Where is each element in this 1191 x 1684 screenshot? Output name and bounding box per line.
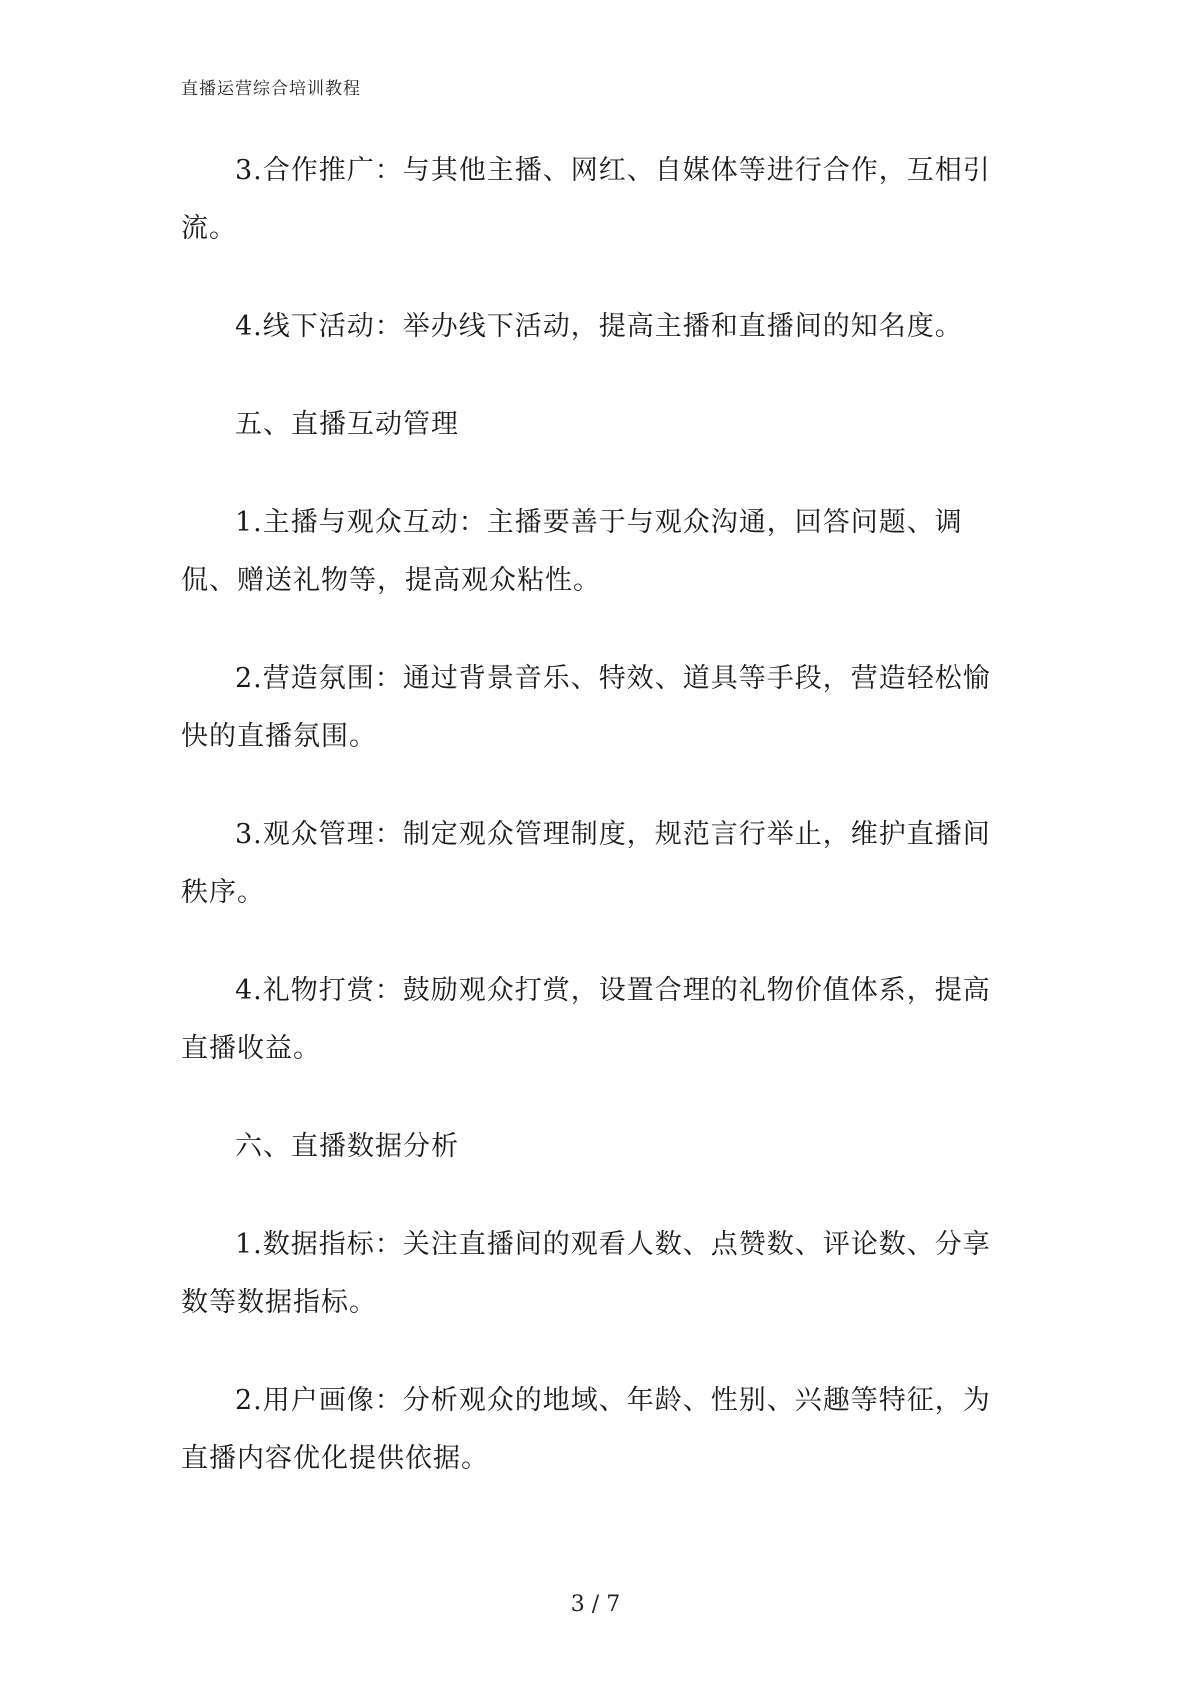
paragraph-atmosphere: 2.营造氛围：通过背景音乐、特效、道具等手段，营造轻松愉快的直播氛围。 [181,663,991,752]
paragraph-audience-management: 3.观众管理：制定观众管理制度，规范言行举止，维护直播间秩序。 [181,819,991,908]
page-number: 3 / 7 [570,1592,621,1617]
section-heading-data-analysis: 六、直播数据分析 [235,1131,459,1162]
document-header: 直播运营综合培训教程 [181,79,361,99]
paragraph-offline-activities: 4.线下活动：举办线下活动，提高主播和直播间的知名度。 [235,311,963,342]
paragraph-data-metrics: 1.数据指标：关注直播间的观看人数、点赞数、评论数、分享数等数据指标。 [181,1229,991,1318]
paragraph-host-audience-interaction: 1.主播与观众互动：主播要善于与观众沟通，回答问题、调侃、赠送礼物等，提高观众粘性。 [181,507,963,596]
paragraph-gift-rewards: 4.礼物打赏：鼓励观众打赏，设置合理的礼物价值体系，提高直播收益。 [181,975,991,1064]
paragraph-cooperation-promotion: 3.合作推广：与其他主播、网红、自媒体等进行合作，互相引流。 [181,155,991,244]
document-body [181,142,1005,1528]
section-heading-interaction-management: 五、直播互动管理 [235,409,459,440]
paragraph-user-profile: 2.用户画像：分析观众的地域、年龄、性别、兴趣等特征，为直播内容优化提供依据。 [181,1385,991,1474]
